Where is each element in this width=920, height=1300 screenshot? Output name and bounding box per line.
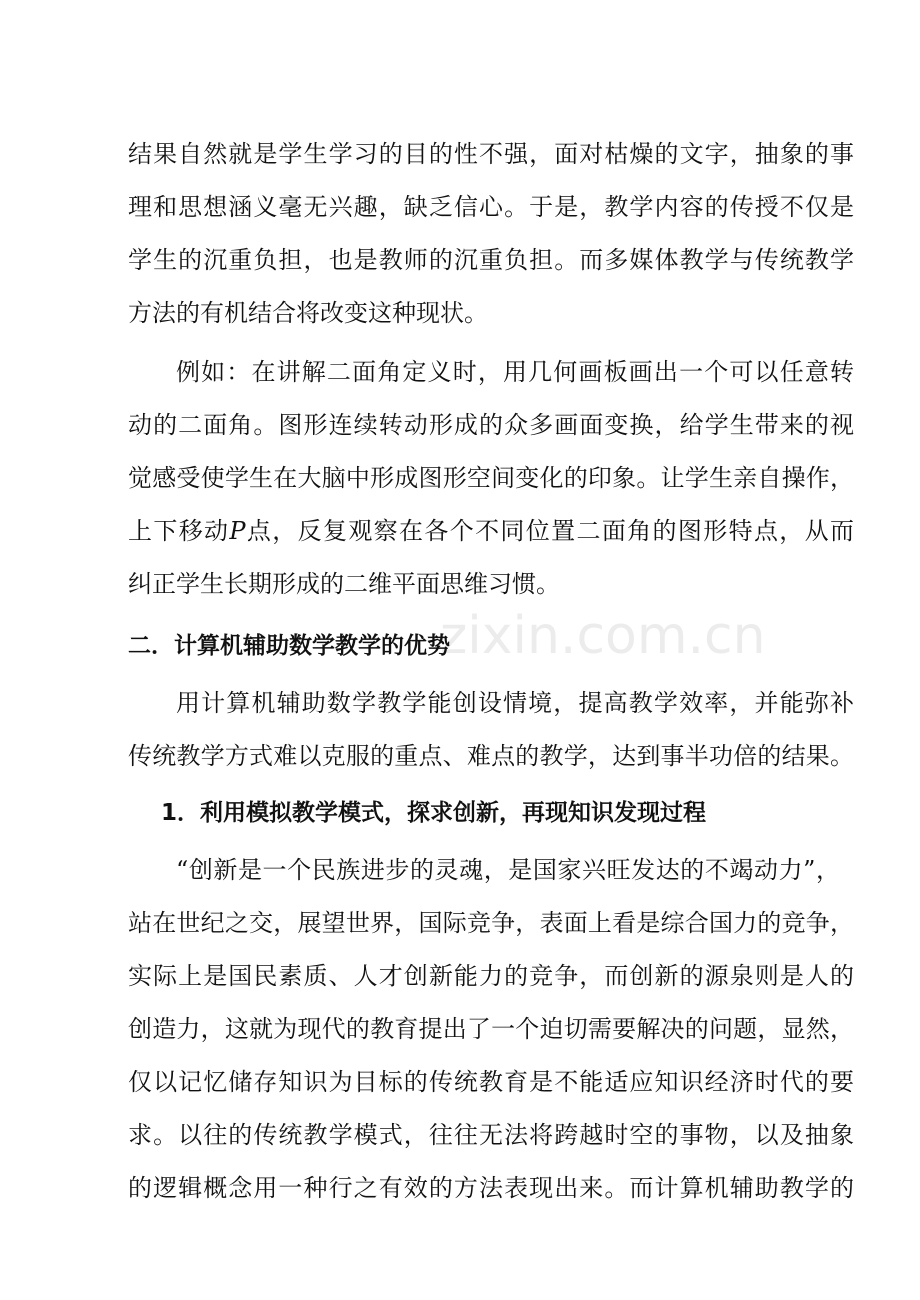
paragraph-line: 方法的有机结合将改变这种现状。 <box>128 299 488 327</box>
paragraph-line: 觉感受使学生在大脑中形成图形空间变化的印象。让学生亲自操作， <box>128 464 854 492</box>
paragraph-line: “创新是一个民族进步的灵魂，是国家兴旺发达的不竭动力”， <box>176 856 840 884</box>
paragraph-line-with-variable <box>128 515 854 547</box>
paragraph-line: 用计算机辅助数学教学能创设情境，提高教学效率，并能弥补 <box>176 689 854 717</box>
paragraph-line: 的逻辑概念用一种行之有效的方法表现出来。而计算机辅助教学的 <box>128 1174 854 1202</box>
paragraph-line: 求。以往的传统教学模式，往往无法将跨越时空的事物，以及抽象 <box>128 1121 854 1149</box>
paragraph-line: 纠正学生长期形成的二维平面思维习惯。 <box>128 570 560 598</box>
subsection-heading: 1．利用模拟教学模式，探求创新，再现知识发现过程 <box>161 800 707 826</box>
paragraph-line: 学生的沉重负担，也是教师的沉重负担。而多媒体教学与传统教学 <box>128 246 854 274</box>
paragraph-line: 实际上是国民素质、人才创新能力的竞争，而创新的源泉则是人的 <box>128 962 854 990</box>
paragraph-line: 理和思想涵义毫无兴趣，缺乏信心。于是，教学内容的传授不仅是 <box>128 193 854 221</box>
paragraph-line: 站在世纪之交，展望世界，国际竞争，表面上看是综合国力的竞争， <box>128 909 854 937</box>
paragraph-line: 创造力，这就为现代的教育提出了一个迫切需要解决的问题，显然， <box>128 1015 854 1043</box>
paragraph-line: 例如：在讲解二面角定义时，用几何画板画出一个可以任意转 <box>176 358 854 386</box>
variable-p: P <box>229 517 246 545</box>
text-fragment: 点，反复观察在各个不同位置二面角的图形特点，从而 <box>245 517 854 545</box>
paragraph-line: 仅以记忆储存知识为目标的传统教育是不能适应知识经济时代的要 <box>128 1068 854 1096</box>
paragraph-line: 传统教学方式难以克服的重点、难点的教学，达到事半功倍的结果。 <box>128 742 854 770</box>
watermark-text: zixin.com.cn <box>440 606 766 666</box>
paragraph-line: 结果自然就是学生学习的目的性不强，面对枯燥的文字，抽象的事 <box>128 140 854 168</box>
paragraph-line: 动的二面角。图形连续转动形成的众多画面变换，给学生带来的视 <box>128 411 854 439</box>
section-heading: 二．计算机辅助数学教学的优势 <box>128 633 450 659</box>
text-fragment: 上下移动 <box>128 517 230 545</box>
